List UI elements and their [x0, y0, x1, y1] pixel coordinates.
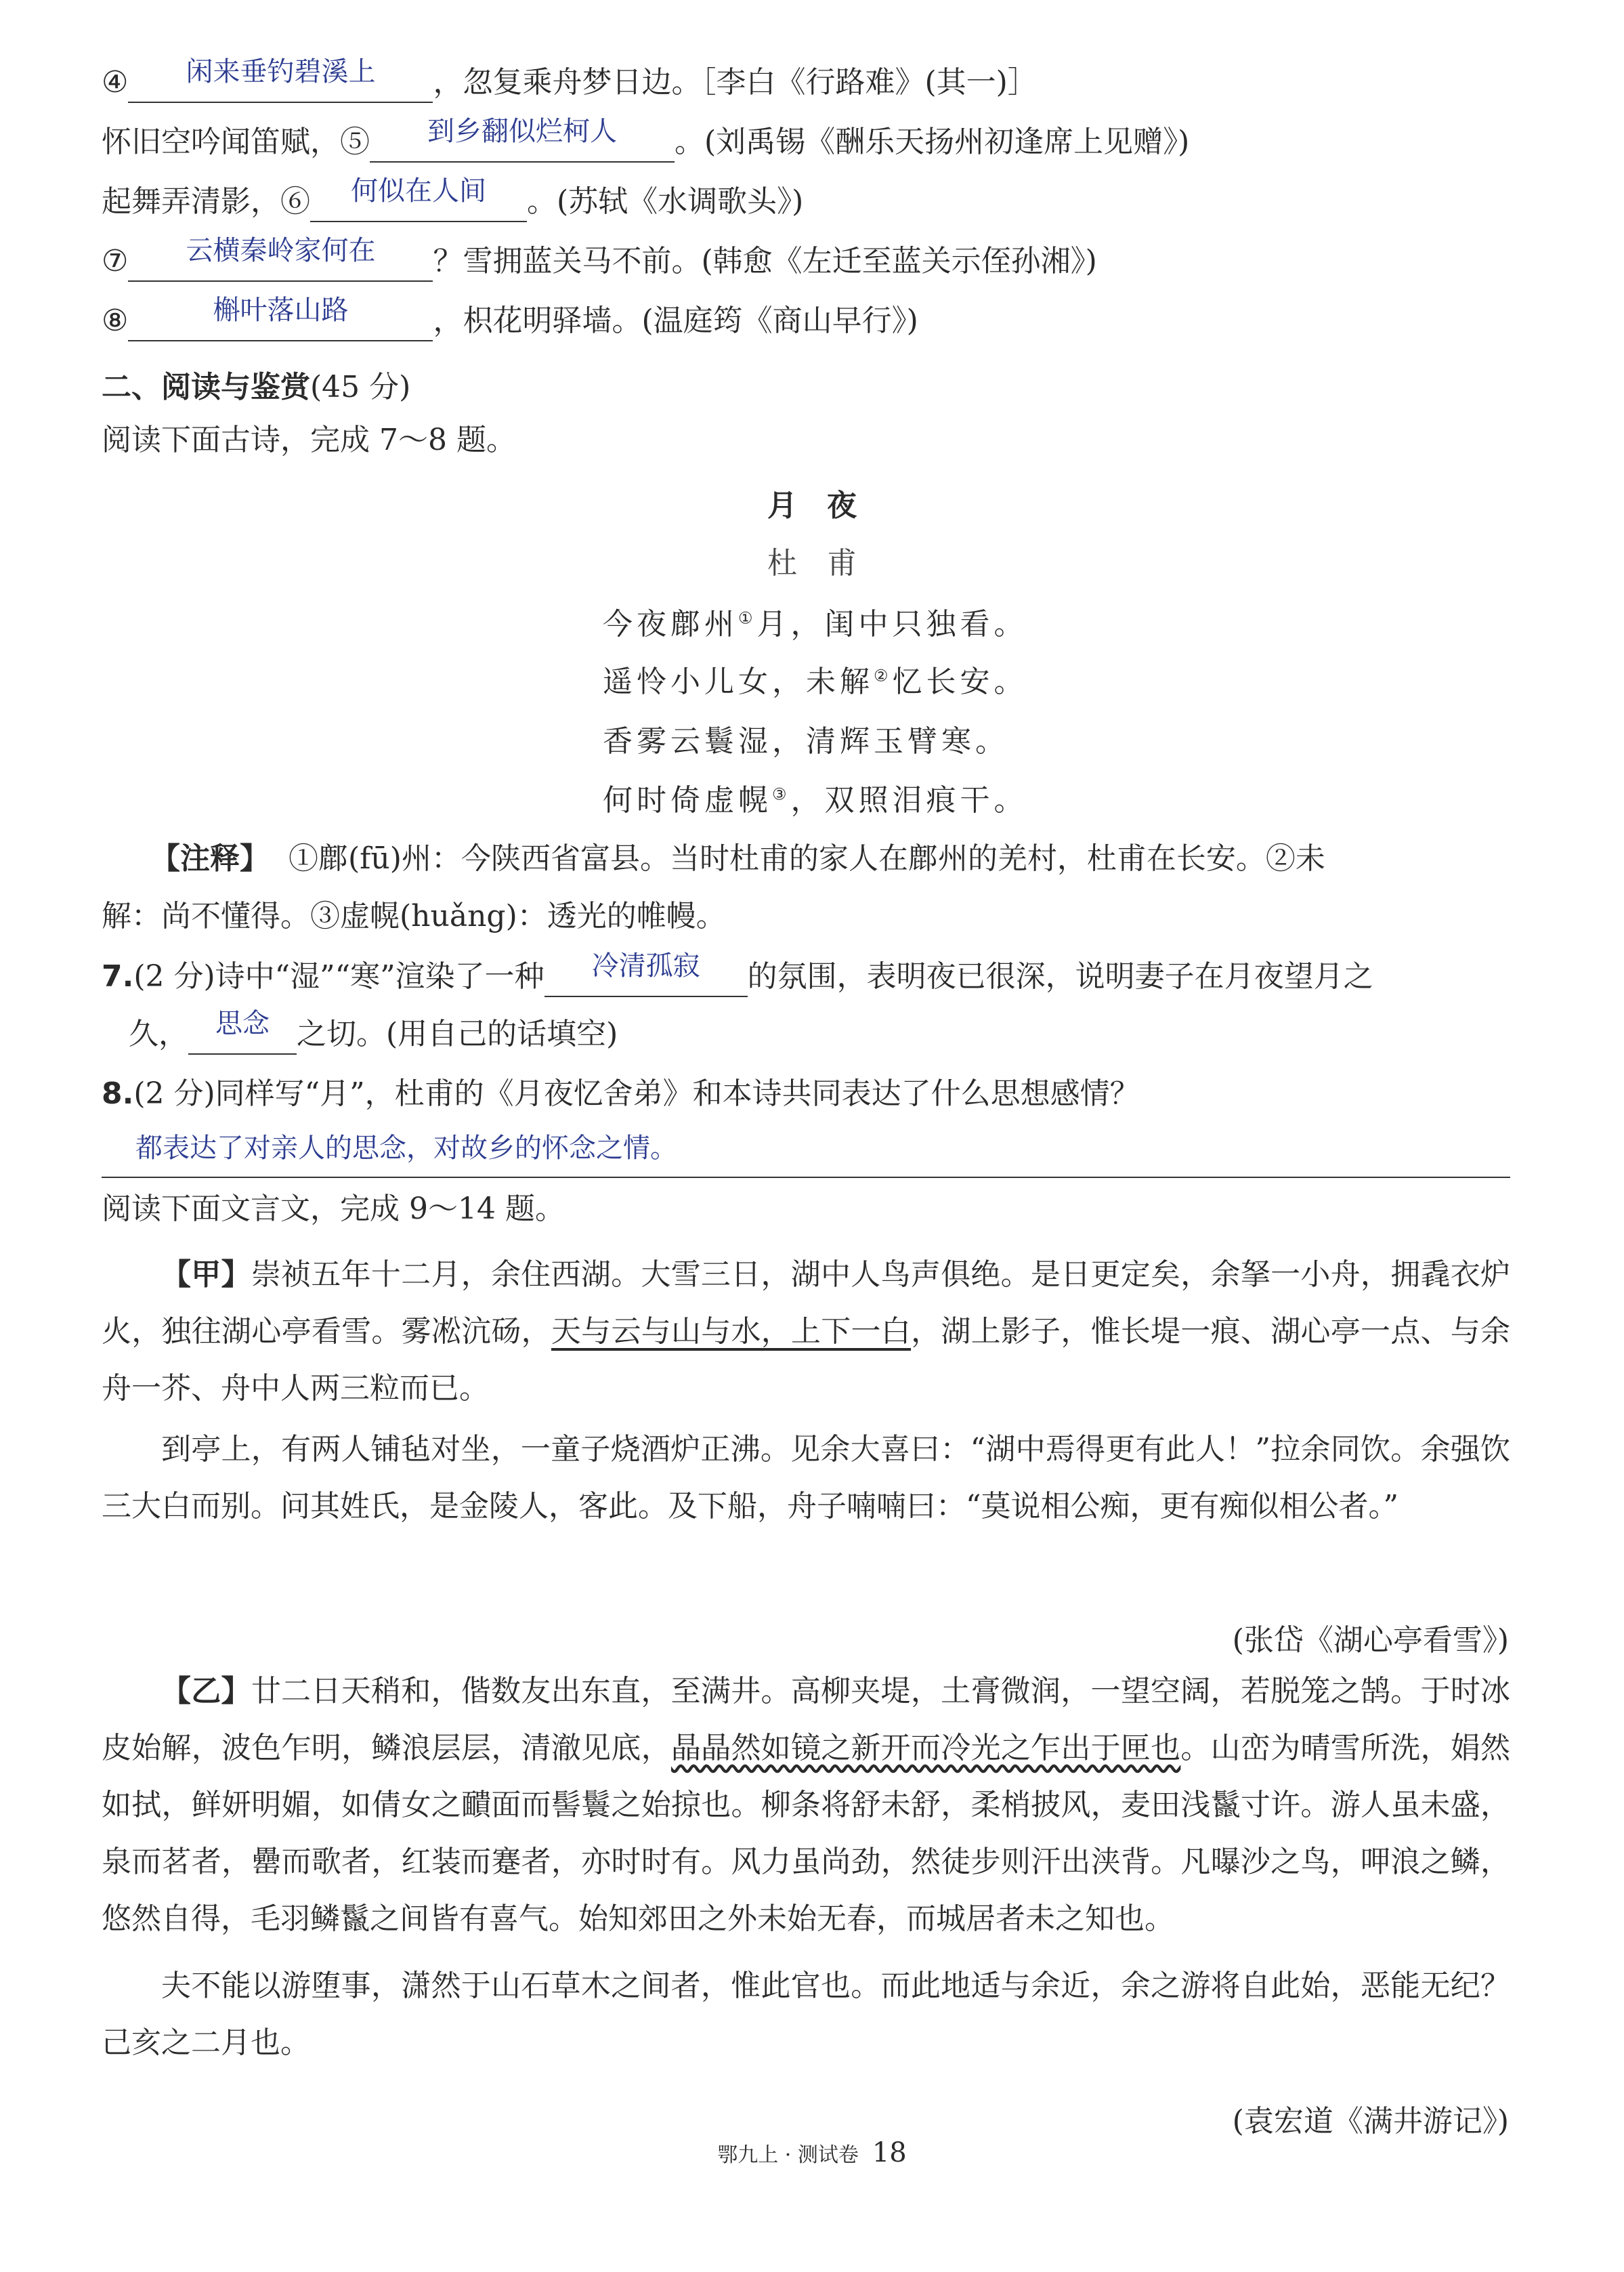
annotation-text: ①鄜(fū)州：今陕西省富县。当时杜甫的家人在鄜州的羌村，杜甫在长安。②未 — [288, 841, 1325, 876]
section-title: 二、阅读与鉴赏 — [102, 370, 310, 404]
underlined-sentence: 天与云与山与水，上下一白 — [551, 1314, 912, 1349]
passage-source: (张岱《湖心亭看雪》) — [1232, 1623, 1509, 1658]
fill-post: ，忽复乘舟梦日边。［李白《行路难》(其一)］ — [433, 65, 1038, 100]
passage-label: 【乙】 — [161, 1674, 251, 1708]
handwritten-answer: 云横秦岭家何在 — [186, 235, 376, 266]
fill-post: 。(刘禹锡《酬乐天扬州初逢席上见赠》) — [675, 125, 1190, 159]
question-8: 8.(2 分)同样写“月”，杜甫的《月夜忆舍弟》和本诗共同表达了什么思想感情？ — [102, 1076, 1140, 1111]
answer-blank[interactable] — [188, 1008, 297, 1055]
handwritten-answer: 冷清孤寂 — [591, 950, 700, 982]
handwritten-answer: 到乡翻似烂柯人 — [427, 116, 617, 147]
poem-line: 遥怜小儿女，未解②忆长安。 — [603, 665, 1028, 699]
annotation-label: 【注释】 — [150, 841, 270, 876]
passage-source: (袁宏道《满井游记》) — [1232, 2104, 1509, 2139]
poem-instruction: 阅读下面古诗，完成 7～8 题。 — [102, 423, 516, 457]
handwritten-answer: 闲来垂钓碧溪上 — [186, 56, 376, 87]
question-number: 7. — [102, 959, 134, 994]
fill-pre: 起舞弄清影，⑥ — [102, 184, 310, 219]
fill-post: ？雪拥蓝关马不前。(韩愈《左迁至蓝关示侄孙湘》) — [433, 244, 1097, 278]
fill-pre: ⑧ — [102, 303, 129, 338]
answer-blank[interactable] — [128, 235, 433, 282]
page-footer — [0, 2137, 1624, 2168]
page-number: 18 — [872, 2137, 907, 2168]
poem-line: 香雾云鬟湿，清辉玉臂寒。 — [603, 724, 1009, 759]
passage-yi-p2: 夫不能以游堕事，潇然于山石草木之间者，惟此官也。而此地适与余近，余之游将自此始，恶能无纪？己亥之二月也。 — [102, 1969, 1510, 2060]
poem-line: 今夜鄜州①月，闺中只独看。 — [603, 607, 1028, 641]
annotation-cont: 解：尚不懂得。③虚幌(huǎng)：透光的帷幔。 — [102, 899, 726, 933]
wavy-underlined-sentence: 晶晶然如镜之新开而冷光之乍出于匣也 — [670, 1731, 1181, 1765]
answer-blank[interactable] — [544, 950, 748, 997]
poem-author: 杜 甫 — [767, 546, 857, 581]
footer-label: 鄂九上 · 测试卷 — [717, 2143, 859, 2167]
passage-jia-p1: 【甲】崇祯五年十二月，余住西湖。大雪三日，湖中人鸟声俱绝。是日更定矣，余拏一小舟，拥毳衣炉火，独往湖心亭看雪。雾凇沆砀，天与云与山与水，上下一白，湖上影子，惟长堤一痕、湖心亭一点、与余舟一芥、舟中人两三粒而已。 — [102, 1257, 1511, 1406]
annotation — [150, 839, 1325, 879]
passage-label: 【甲】 — [161, 1257, 251, 1292]
passage-yi-p1: 【乙】廿二日天稍和，偕数友出东直，至满井。高柳夹堤，土膏微润，一望空阔，若脱笼之鹄。于时冰皮始解，波色乍明，鳞浪层层，清澈见底，晶晶然如镜之新开而冷光之乍出于匣也。山峦为晴雪所洗，娟然如拭，鲜妍明媚，如倩女之靧面而髻鬟之始掠也。柳条将舒未舒，柔梢披风，麦田浅鬣寸许。游人虽未盛，泉而茗者，罍而歌者，红装而蹇者，亦时时有。风力虽尚劲，然徒步则汗出浃背。凡曝沙之鸟，呷浪之鳞，悠然自得，毛羽鳞鬣之间皆有喜气。始知郊田之外未始无春，而城居者未之知也。 — [102, 1674, 1511, 1936]
answer-blank[interactable] — [370, 116, 675, 163]
handwritten-answer: 都表达了对亲人的思念，对故乡的怀念之情。 — [135, 1133, 677, 1164]
fill-post: ，枳花明驿墙。(温庭筠《商山早行》) — [433, 303, 918, 338]
fill-line-5 — [102, 116, 1190, 163]
question-7-cont: 久， 思念 之切。(用自己的话填空) — [129, 1014, 618, 1055]
fill-line-8 — [102, 295, 918, 341]
prose-instruction: 阅读下面文言文，完成 9～14 题。 — [102, 1192, 565, 1226]
fill-line-7 — [102, 235, 1097, 282]
answer-blank[interactable] — [128, 56, 433, 103]
handwritten-answer: 思念 — [215, 1008, 270, 1039]
question-7: 7.(2 分)诗中“湿”“寒”渲染了一种 冷清孤寂 的氛围，表明夜已很深，说明妻子在月夜望月之 — [102, 956, 1373, 997]
section-points: (45 分) — [310, 370, 411, 404]
handwritten-answer: 何似在人间 — [351, 175, 486, 207]
section-heading — [102, 362, 410, 406]
question-number: 8. — [102, 1076, 134, 1111]
fill-line-6 — [102, 175, 804, 222]
fill-pre: ⑦ — [102, 244, 129, 278]
fill-pre: 怀旧空吟闻笛赋，⑤ — [102, 125, 370, 159]
fill-line-4 — [102, 56, 1038, 103]
passage-jia-p2: 到亭上，有两人铺毡对坐，一童子烧酒炉正沸。见余大喜曰：“湖中焉得更有此人！”拉余同饮。余强饮三大白而别。问其姓氏，是金陵人，客此。及下船，舟子喃喃曰：“莫说相公痴，更有痴似相公者。” — [102, 1432, 1510, 1523]
fill-post: 。(苏轼《水调歌头》) — [527, 184, 804, 219]
answer-line[interactable] — [102, 1177, 1510, 1178]
answer-blank[interactable] — [128, 295, 433, 341]
handwritten-answer: 槲叶落山路 — [213, 295, 349, 326]
answer-blank[interactable] — [310, 175, 527, 222]
poem-title: 月 夜 — [767, 488, 857, 523]
fill-pre: ④ — [102, 65, 129, 100]
poem-line: 何时倚虚幌③，双照泪痕干。 — [603, 783, 1028, 818]
